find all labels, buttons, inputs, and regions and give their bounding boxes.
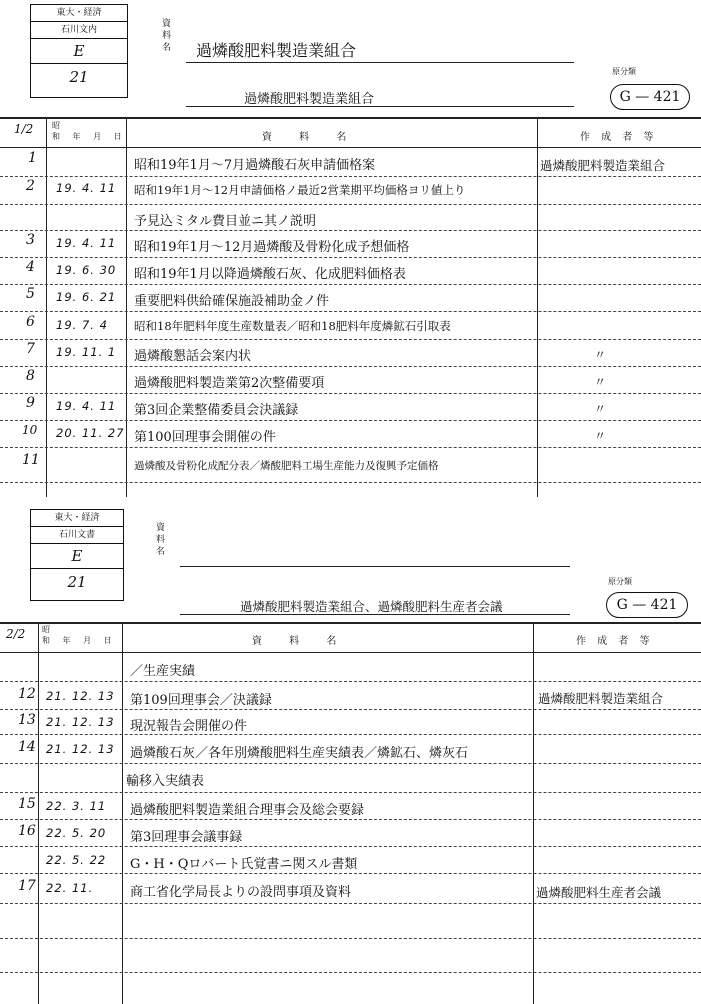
row-date: 21. 12. 13 (46, 742, 115, 756)
stamp-letter: E (31, 544, 123, 569)
row-date: 20. 11. 27 (56, 426, 125, 440)
row-title: 昭和19年1月以降過燐酸石灰、化成肥料価格表 (134, 267, 406, 282)
header-sho: 昭 (52, 121, 60, 130)
rule-line (0, 339, 701, 340)
header-author: 作 成 者 等 (580, 132, 658, 143)
row-number: 17 (18, 878, 36, 894)
header-title: 資 料 名 (252, 636, 349, 647)
page-number: 2/2 (6, 627, 26, 641)
header-date: 和 年 月 日 (42, 636, 117, 645)
rule-line (0, 311, 701, 312)
row-number: 8 (26, 368, 35, 384)
subtitle: 過燐酸肥料製造業組合、過燐酸肥料生産者会議 (240, 599, 503, 614)
shiryo-label-char: 名 (162, 43, 172, 53)
header-sho: 昭 (42, 625, 50, 634)
rule-line (0, 681, 701, 682)
row-number: 10 (22, 423, 38, 437)
rule-line (0, 176, 701, 177)
rule-line (0, 972, 701, 973)
row-date: 22. 11. (46, 881, 94, 895)
row-title: 昭和19年1月〜12月過燐酸及骨粉化成予想価格 (134, 240, 410, 255)
rule-line (0, 846, 701, 847)
row-number: 14 (18, 739, 36, 755)
shiryo-label-char: 名 (156, 547, 166, 557)
row-author: 〃 (594, 375, 607, 389)
row-title: 商工省化学局長よりの設問事項及資料 (130, 885, 352, 900)
row-number: 12 (18, 686, 36, 702)
stamp-number: 21 (69, 68, 89, 86)
shiryo-label (162, 18, 172, 54)
rule-line (186, 62, 574, 63)
row-author: 〃 (594, 402, 607, 416)
rule-line (0, 147, 701, 148)
row-author: 過燐酸肥料生産者会議 (536, 885, 662, 900)
rule-line (0, 938, 701, 939)
row-number: 4 (26, 259, 35, 275)
rule-line (0, 819, 701, 820)
classification-code: G — 421 (606, 592, 688, 618)
row-number: 5 (26, 286, 35, 302)
row-author: 〃 (594, 348, 607, 362)
row-title: 第100回理事会開催の件 (134, 430, 276, 445)
row-title: 過燐酸肥料製造業組合理事会及総会要録 (130, 803, 365, 818)
rule-line (180, 566, 570, 567)
rule-line (0, 763, 701, 764)
rule-line (0, 257, 701, 258)
row-date: 19. 4. 11 (56, 181, 117, 195)
row-title: 昭和18年肥料年度生産数量表／昭和18肥料年度燐鉱石引取表 (134, 319, 451, 333)
rule-line (0, 903, 701, 904)
row-author: 〃 (594, 429, 607, 443)
row-date: 21. 12. 13 (46, 689, 115, 703)
header-date: 和 年 月 日 (52, 132, 127, 141)
shiryo-label-char: 資 (162, 19, 172, 29)
row-date: 22. 5. 22 (46, 853, 107, 867)
row-date: 22. 3. 11 (46, 799, 107, 813)
row-title: 輸移入実績表 (126, 774, 205, 789)
header-author: 作 成 者 等 (576, 636, 654, 647)
shiryo-label-char: 料 (162, 31, 172, 41)
rule-line (0, 420, 701, 421)
rule-line (0, 792, 701, 793)
rule-line (0, 204, 701, 205)
row-number: 13 (18, 712, 36, 728)
rule-line (126, 117, 127, 497)
rule-line (46, 117, 47, 497)
shiryo-label-char: 資 (156, 523, 166, 533)
archive-stamp (30, 509, 124, 601)
row-number: 6 (26, 314, 35, 330)
row-title: 昭和19年1月〜7月過燐酸石灰申請価格案 (134, 158, 376, 173)
bunrui-label: 原分類 (608, 577, 632, 586)
rule-line (0, 652, 701, 653)
rule-line (0, 482, 701, 483)
rule-line (38, 622, 39, 1004)
row-date: 21. 12. 13 (46, 715, 115, 729)
rule-line (0, 230, 701, 231)
row-date: 22. 5. 20 (46, 826, 107, 840)
subtitle: 過燐酸肥料製造業組合 (244, 92, 375, 107)
rule-line (533, 622, 534, 1004)
rule-line (180, 614, 570, 615)
shiryo-label (156, 522, 166, 558)
row-title: G・H・Qロバート氏覚書ニ関スル書類 (130, 857, 358, 872)
row-title: 予見込ミタル費目並ニ其ノ説明 (134, 214, 317, 229)
row-date: 19. 6. 30 (56, 263, 117, 277)
page-number: 1/2 (14, 122, 34, 136)
rule-line (537, 117, 538, 497)
row-number: 16 (18, 823, 36, 839)
bunrui-label: 原分類 (612, 67, 636, 76)
stamp-number: 21 (67, 573, 87, 591)
row-title: 過燐酸及骨粉化成配分表／燐酸肥料工場生産能力及復興予定価格 (134, 460, 439, 472)
row-date: 19. 11. 1 (56, 345, 117, 359)
row-title: 過燐酸石灰／各年別燐酸肥料生産実績表／燐鉱石、燐灰石 (130, 746, 469, 761)
archive-stamp (30, 4, 128, 98)
rule-line (0, 873, 701, 874)
rule-line (0, 284, 701, 285)
rule-line (0, 447, 701, 448)
row-number: 9 (26, 395, 35, 411)
row-title: 昭和19年1月〜12月申請価格ノ最近2営業期平均価格ヨリ値上り (134, 183, 466, 197)
row-number: 11 (22, 452, 40, 468)
row-author: 過燐酸肥料製造業組合 (538, 691, 664, 706)
row-date: 19. 4. 11 (56, 236, 117, 250)
rule-line (0, 366, 701, 367)
row-number: 3 (26, 232, 35, 248)
rule-line (122, 622, 123, 1004)
row-date: 19. 6. 21 (56, 290, 117, 304)
row-author: 過燐酸肥料製造業組合 (540, 158, 666, 173)
document-title: 過燐酸肥料製造業組合 (196, 41, 357, 60)
stamp-line-2: 石川文内 (31, 22, 127, 39)
stamp-letter: E (31, 39, 127, 64)
stamp-line-1: 東大・経済 (31, 510, 123, 527)
row-title: 現況報告会開催の件 (130, 719, 248, 734)
rule-line (0, 117, 701, 119)
rule-line (0, 393, 701, 394)
row-number: 2 (26, 178, 35, 194)
rule-line (0, 734, 701, 735)
row-title: 重要肥料供給確保施設補助金ノ件 (134, 294, 330, 309)
rule-line (0, 709, 701, 710)
row-title: 過燐酸肥料製造業第2次整備要項 (134, 376, 325, 391)
row-date: 19. 7. 4 (56, 318, 108, 332)
classification-code: G — 421 (610, 84, 690, 110)
row-number: 7 (26, 341, 35, 357)
stamp-line-1: 東大・経済 (31, 5, 127, 22)
row-title: 第109回理事会／決議録 (130, 693, 272, 708)
stamp-line-2: 石川文書 (31, 527, 123, 544)
rule-line (186, 106, 574, 107)
row-title: ／生産実績 (130, 664, 196, 679)
row-title: 過燐酸懇話会案内状 (134, 349, 252, 364)
row-number: 15 (18, 796, 36, 812)
row-title: 第3回理事会議事録 (130, 830, 243, 845)
rule-line (0, 622, 701, 624)
row-date: 19. 4. 11 (56, 399, 117, 413)
row-number: 1 (28, 150, 37, 166)
row-title: 第3回企業整備委員会決議録 (134, 403, 299, 418)
header-title: 資 料 名 (262, 132, 359, 143)
shiryo-label-char: 料 (156, 535, 166, 545)
